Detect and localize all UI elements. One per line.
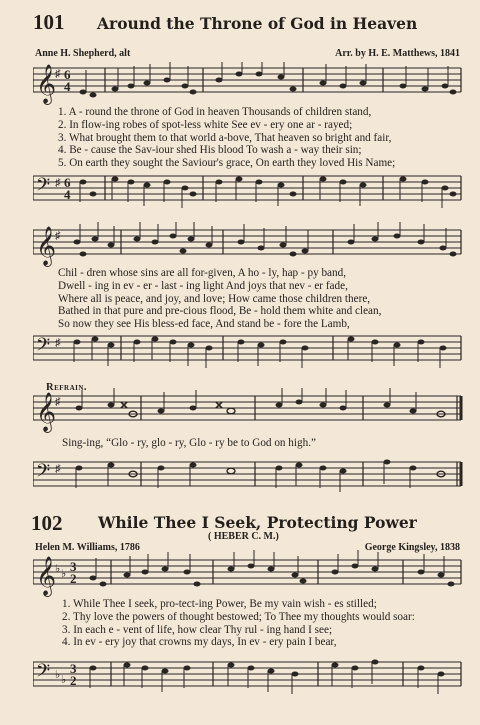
svg-text:𝄢: 𝄢: [36, 660, 51, 685]
verse-line: 1. While Thee I seek, pro-tect-ing Power, Be my vain wish - es stilled;: [62, 598, 377, 610]
svg-text:♯: ♯: [55, 68, 61, 80]
svg-text:♯: ♯: [55, 396, 61, 408]
music-staff-bass-3: [33, 454, 463, 499]
verse-line: Bathed in that pure and pre-cious flood, Be - hold them white and clean,: [58, 305, 382, 318]
music-staff-bass-4: [33, 652, 463, 700]
verse-line: 5. On earth they sought the Saviour's grace, On earth they loved His Name;: [58, 157, 396, 170]
verse-line: 4. In ev - ery joy that crowns my days, In ev - ery pain I bear,: [62, 636, 337, 649]
svg-text:𝄢: 𝄢: [36, 174, 51, 199]
music-staff-bass-2: [33, 328, 463, 373]
music-staff-treble-3: [33, 388, 463, 433]
refrain-label: Refrain.: [46, 382, 88, 393]
verse-lines-101-b: [58, 267, 381, 331]
svg-text:6: 6: [64, 175, 71, 190]
svg-text:♭: ♭: [55, 669, 61, 681]
hymn-title-102: While Thee I Seek, Protecting Power: [98, 513, 417, 532]
svg-text:2: 2: [70, 673, 77, 688]
verse-line: 3. What brought them to that world a-bove, That heaven so bright and fair,: [58, 131, 392, 144]
composer-credit-101: Arr. by H. E. Matthews, 1841: [335, 48, 460, 59]
hymn-title-101: Around the Throne of God in Heaven: [97, 14, 418, 33]
verse-lines-102: [62, 598, 415, 649]
svg-text:𝄞: 𝄞: [36, 66, 57, 103]
svg-text:2: 2: [70, 571, 77, 586]
refrain-lyrics: Sing-ing, “Glo - ry, glo - ry, Glo - ry be to God on high.”: [62, 437, 316, 449]
verse-line: Where all is peace, and joy, and love; How came those children there,: [58, 292, 371, 305]
svg-text:𝄢: 𝄢: [36, 334, 51, 359]
author-credit-101: Anne H. Shepherd, alt: [35, 48, 131, 59]
svg-text:3: 3: [70, 559, 77, 574]
svg-text:6: 6: [64, 67, 71, 82]
svg-text:♯: ♯: [55, 337, 61, 349]
svg-text:3: 3: [70, 661, 77, 676]
svg-text:♯: ♯: [55, 230, 61, 242]
verse-line: 1. A - round the throne of God in heaven Thousands of children stand,: [58, 106, 372, 118]
verse-line: 3. In each e - vent of life, how clear Thy rul - ing hand I see;: [62, 623, 333, 636]
svg-text:4: 4: [64, 79, 71, 94]
music-staff-treble-1: [33, 62, 463, 107]
verse-lines-101-a: [58, 106, 395, 170]
music-staff-treble-4: [33, 550, 463, 598]
verse-line: Chil - dren whose sins are all for-given, A ho - ly, hap - py band,: [58, 267, 346, 279]
svg-text:♯: ♯: [55, 463, 61, 475]
verse-line: So now they see His bless-ed face, And stand be - fore the Lamb,: [58, 318, 350, 331]
svg-text:♭: ♭: [55, 563, 61, 575]
composer-credit-102: George Kingsley, 1838: [364, 542, 460, 553]
svg-text:𝄞: 𝄞: [36, 558, 57, 595]
verse-line: 2. Thy love the powers of thought bestowed; To Thee my thoughts would soar:: [62, 610, 415, 623]
author-credit-102: Helen M. Williams, 1786: [35, 542, 140, 553]
hymn-number-101: 101: [33, 10, 65, 34]
svg-text:𝄞: 𝄞: [36, 394, 57, 431]
svg-text:4: 4: [64, 187, 71, 202]
verse-line: Dwell - ing in ev - er - last - ing light And joys that nev - er fade,: [58, 279, 348, 292]
svg-text:♭: ♭: [61, 568, 67, 580]
music-staff-bass-1: [33, 168, 463, 213]
verse-line: 4. Be - cause the Sav-iour shed His blood To wash a - way their sin;: [58, 144, 362, 157]
music-staff-treble-2: [33, 222, 463, 267]
svg-text:𝄢: 𝄢: [36, 460, 51, 485]
tune-name-102: ( HEBER C. M.): [208, 531, 279, 542]
svg-text:♯: ♯: [55, 177, 61, 189]
verse-line: 2. In flow-ing robes of spot-less white See ev - ery one ar - rayed;: [58, 118, 353, 131]
svg-text:𝄞: 𝄞: [36, 228, 57, 265]
svg-text:♭: ♭: [61, 674, 67, 686]
hymn-number-102: 102: [31, 511, 63, 535]
